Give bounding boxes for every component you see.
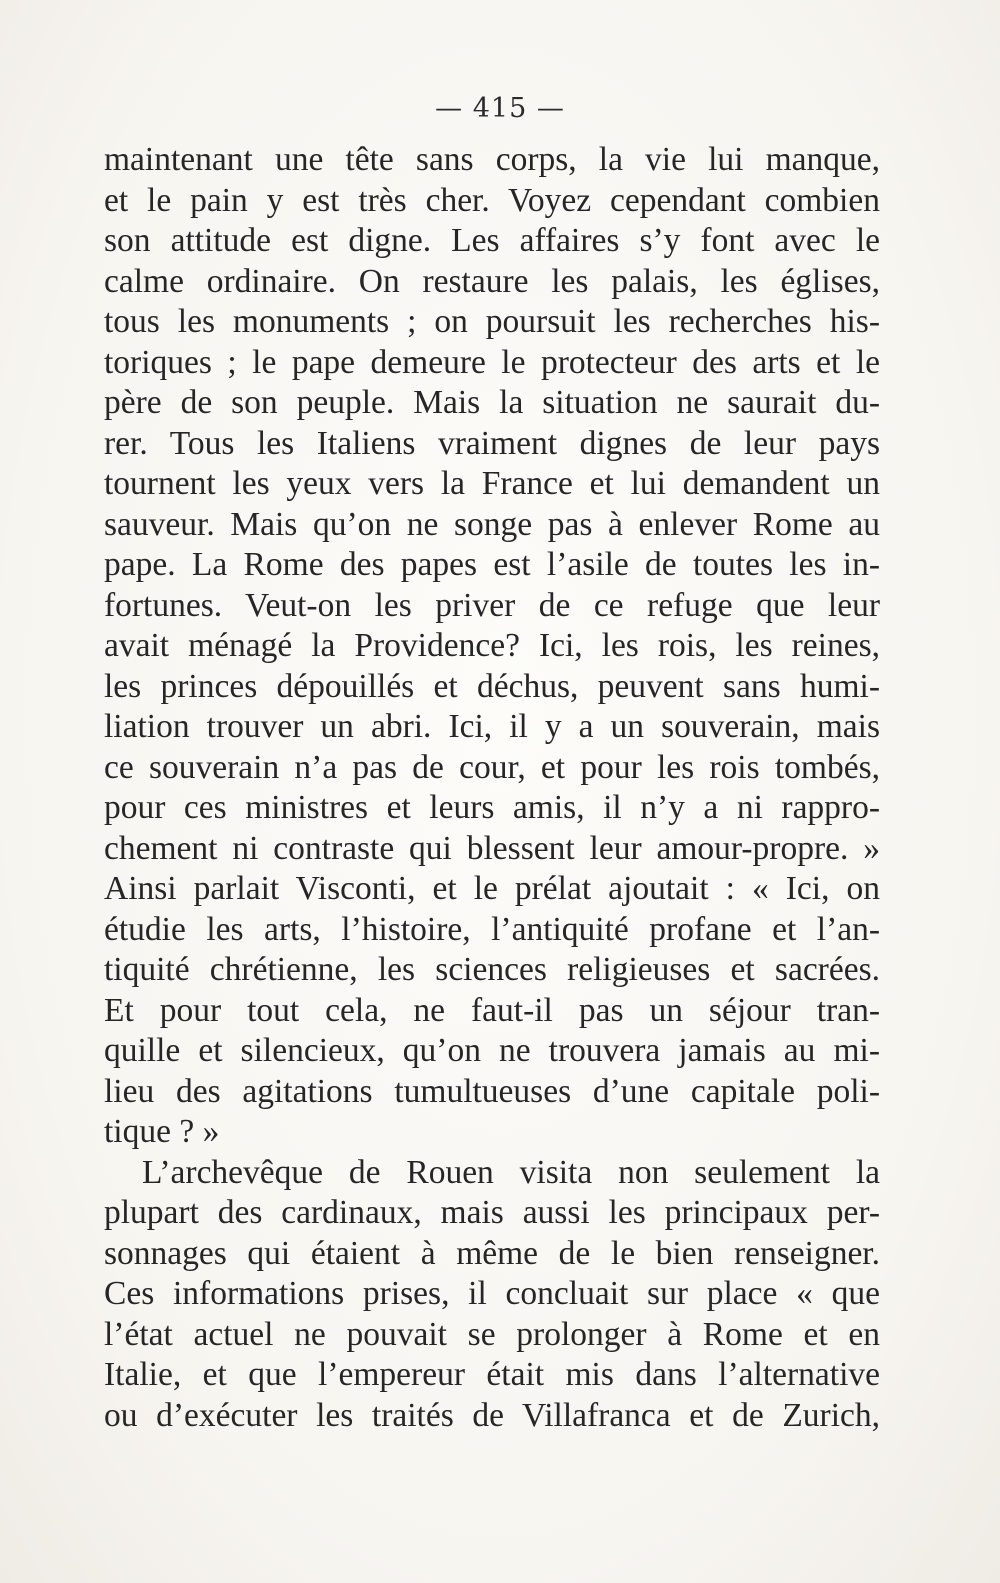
text-line: calme ordinaire. On restaure les palais, les églises, xyxy=(104,262,880,300)
text-line: L’archevêque de Rouen visita non seulement la xyxy=(142,1153,880,1191)
body-text xyxy=(104,140,880,1436)
text-line: quille et silencieux, qu’on ne trouvera jamais au mi- xyxy=(104,1032,880,1069)
text-line: tous les monuments ; on poursuit les recherches his- xyxy=(104,303,880,340)
text-line: maintenant une tête sans corps, la vie lui manque, xyxy=(104,141,880,178)
text-line: étudie les arts, l’histoire, l’antiquité profane et l’an- xyxy=(104,910,880,948)
text-line: les princes dépouillés et déchus, peuvent sans humi- xyxy=(104,667,880,705)
text-line: liation trouver un abri. Ici, il y a un souverain, mais xyxy=(104,708,880,745)
text-line: pape. La Rome des papes est l’asile de toutes les in- xyxy=(104,546,880,583)
text-line: pour ces ministres et leurs amis, il n’y a ni rappro- xyxy=(104,789,880,826)
text-line: sauveur. Mais qu’on ne songe pas à enlever Rome au xyxy=(104,505,880,543)
text-line: tiquité chrétienne, les sciences religieuses et sacrées. xyxy=(104,951,880,988)
page-number: — 415 — xyxy=(435,93,565,124)
text-line: lieu des agitations tumultueuses d’une capitale poli- xyxy=(104,1072,880,1110)
text-line: père de son peuple. Mais la situation ne saurait du- xyxy=(104,384,880,421)
text-line: et le pain y est très cher. Voyez cependant combien xyxy=(104,181,880,219)
text-line: Et pour tout cela, ne faut-il pas un séjour tran- xyxy=(104,991,880,1029)
text-line: toriques ; le pape demeure le protecteur des arts et le xyxy=(104,343,880,381)
text-line: avait ménagé la Providence? Ici, les rois, les reines, xyxy=(104,627,880,664)
text-line: Ainsi parlait Visconti, et le prélat ajoutait : « Ici, on xyxy=(104,870,880,907)
text-line: plupart des cardinaux, mais aussi les principaux per- xyxy=(104,1194,880,1231)
text-line: chement ni contraste qui blessent leur amour-propre. » xyxy=(104,829,880,867)
text-line: ou d’exécuter les traités de Villafranca et de Zurich, xyxy=(104,1396,880,1434)
text-line: ce souverain n’a pas de cour, et pour les rois tombés, xyxy=(104,748,880,786)
text-line: rer. Tous les Italiens vraiment dignes de leur pays xyxy=(104,424,880,462)
text-line: sonnages qui étaient à même de le bien renseigner. xyxy=(104,1234,880,1272)
text-line: son attitude est digne. Les affaires s’y font avec le xyxy=(104,222,880,259)
text-line: tournent les yeux vers la France et lui demandent un xyxy=(104,465,880,502)
text-line: Ces informations prises, il concluait sur place « que xyxy=(104,1275,880,1312)
text-line: Italie, et que l’empereur était mis dans l’alternative xyxy=(104,1356,880,1393)
text-line: tique ? » xyxy=(104,1113,220,1150)
text-line: l’état actuel ne pouvait se prolonger à Rome et en xyxy=(104,1315,880,1353)
text-line: fortunes. Veut-on les priver de ce refuge que leur xyxy=(104,586,880,624)
